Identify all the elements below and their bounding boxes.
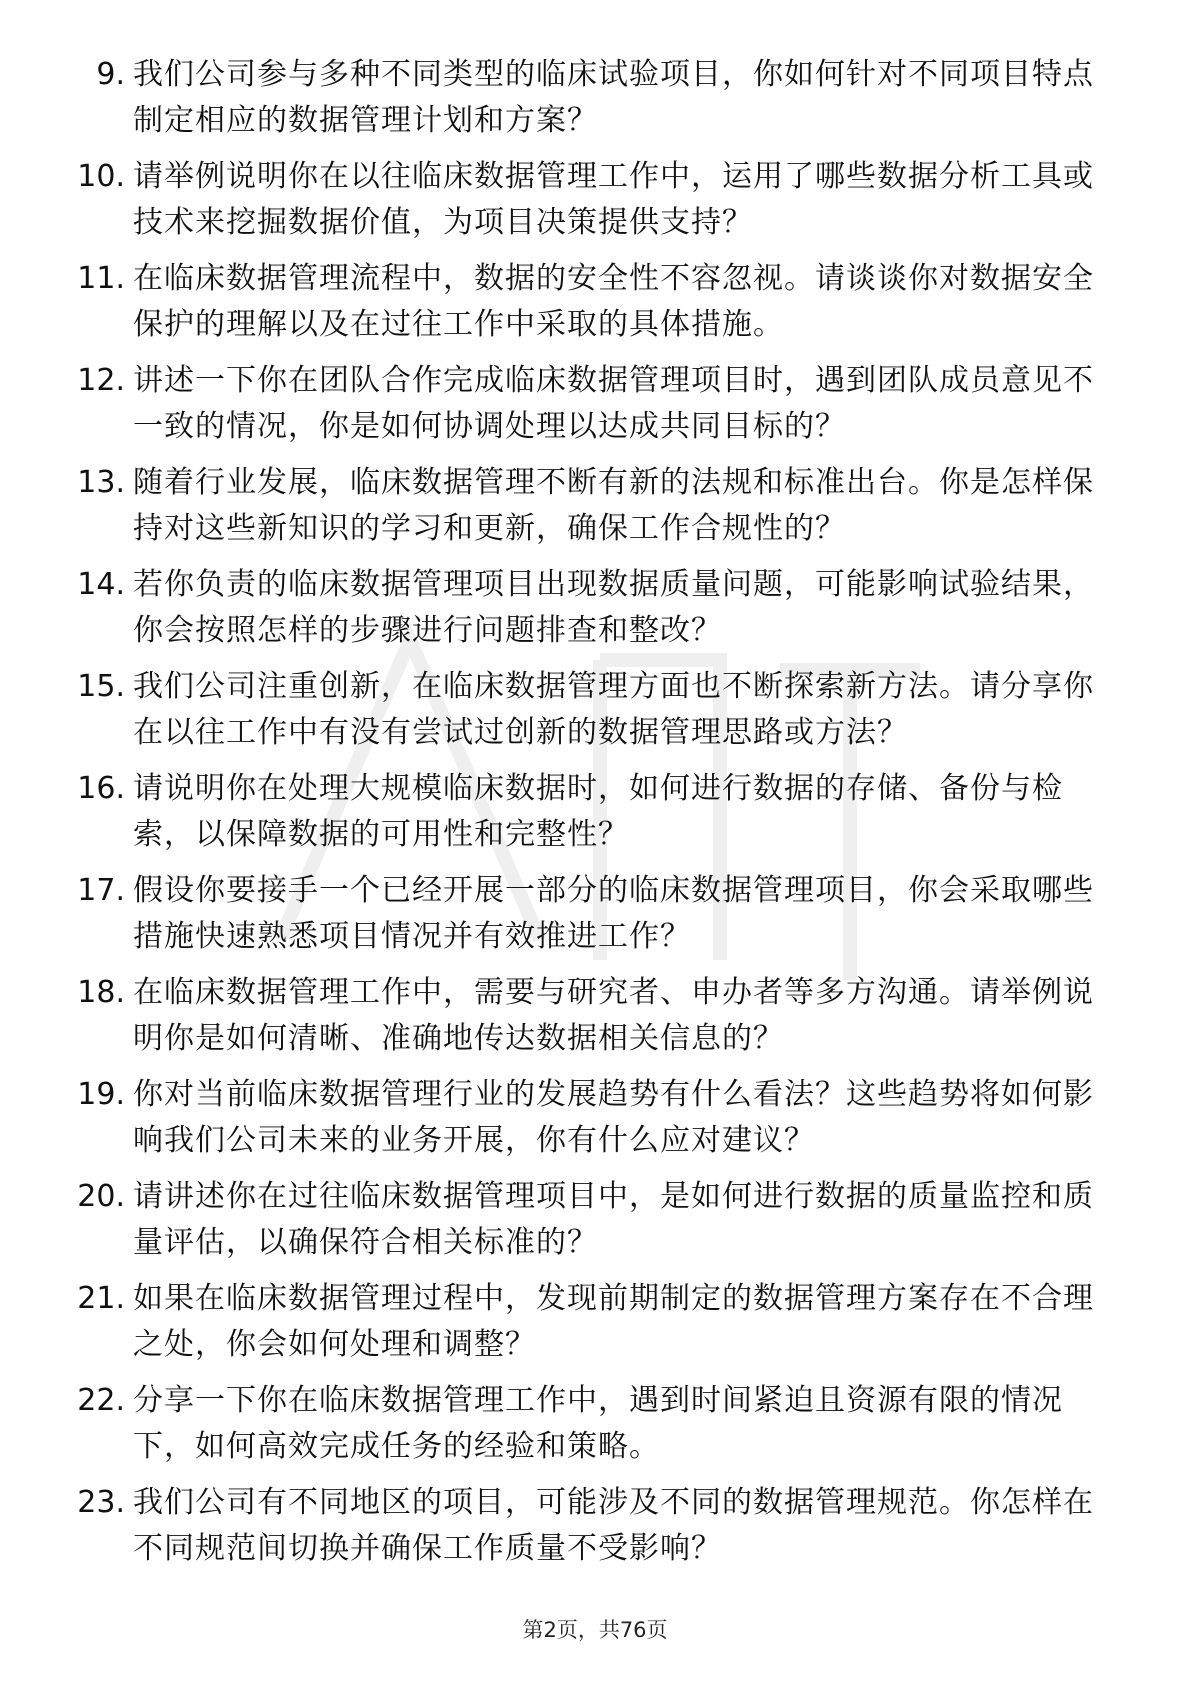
question-number: 18. — [77, 975, 125, 1010]
question-item-10 — [56, 154, 1116, 256]
question-item-14 — [56, 562, 1116, 664]
question-item-15 — [56, 664, 1116, 766]
question-text: 请讲述你在过往临床数据管理项目中，是如何进行数据的质量监控和质量评估，以确保符合相关标准的？ — [133, 1179, 1094, 1260]
question-number: 14. — [77, 567, 125, 602]
question-item-20 — [56, 1174, 1116, 1276]
question-text: 我们公司参与多种不同类型的临床试验项目，你如何针对不同项目特点制定相应的数据管理计划和方案？ — [133, 57, 1094, 138]
question-number: 21. — [77, 1281, 125, 1316]
question-text: 分享一下你在临床数据管理工作中，遇到时间紧迫且资源有限的情况下，如何高效完成任务的经验和策略。 — [133, 1383, 1063, 1464]
question-number: 19. — [77, 1077, 125, 1112]
question-text: 随着行业发展，临床数据管理不断有新的法规和标准出台。你是怎样保持对这些新知识的学习和更新，确保工作合规性的？ — [133, 465, 1094, 546]
question-item-22 — [56, 1378, 1116, 1480]
question-text: 我们公司有不同地区的项目，可能涉及不同的数据管理规范。你怎样在不同规范间切换并确保工作质量不受影响？ — [133, 1485, 1094, 1566]
question-number: 12. — [77, 363, 125, 398]
question-number: 22. — [77, 1383, 125, 1418]
question-item-16 — [56, 766, 1116, 868]
question-item-9 — [56, 52, 1116, 154]
question-item-17 — [56, 868, 1116, 970]
question-text: 在临床数据管理流程中，数据的安全性不容忽视。请谈谈你对数据安全保护的理解以及在过往工作中采取的具体措施。 — [133, 261, 1094, 342]
question-number: 17. — [77, 873, 125, 908]
question-text: 如果在临床数据管理过程中，发现前期制定的数据管理方案存在不合理之处，你会如何处理和调整？ — [133, 1281, 1094, 1362]
question-text: 在临床数据管理工作中，需要与研究者、申办者等多方沟通。请举例说明你是如何清晰、准确地传达数据相关信息的？ — [133, 975, 1094, 1056]
question-number: 15. — [77, 669, 125, 704]
question-number: 10. — [77, 159, 125, 194]
question-item-11 — [56, 256, 1116, 358]
question-text: 请举例说明你在以往临床数据管理工作中，运用了哪些数据分析工具或技术来挖掘数据价值，为项目决策提供支持？ — [133, 159, 1094, 240]
question-text: 我们公司注重创新，在临床数据管理方面也不断探索新方法。请分享你在以往工作中有没有尝试过创新的数据管理思路或方法？ — [133, 669, 1094, 750]
page-footer — [0, 1616, 1190, 1644]
question-item-18 — [56, 970, 1116, 1072]
question-item-19 — [56, 1072, 1116, 1174]
question-item-21 — [56, 1276, 1116, 1378]
question-item-12 — [56, 358, 1116, 460]
question-text: 若你负责的临床数据管理项目出现数据质量问题，可能影响试验结果，你会按照怎样的步骤进行问题排查和整改？ — [133, 567, 1094, 648]
question-text: 假设你要接手一个已经开展一部分的临床数据管理项目，你会采取哪些措施快速熟悉项目情况并有效推进工作？ — [133, 873, 1094, 954]
question-text: 请说明你在处理大规模临床数据时，如何进行数据的存储、备份与检索，以保障数据的可用性和完整性？ — [133, 771, 1063, 852]
question-number: 9. — [96, 57, 125, 92]
question-item-23 — [56, 1480, 1116, 1582]
page-number-label: 第2页，共76页 — [522, 1618, 668, 1642]
question-number: 23. — [77, 1485, 125, 1520]
question-text: 你对当前临床数据管理行业的发展趋势有什么看法？这些趋势将如何影响我们公司未来的业务开展，你有什么应对建议？ — [133, 1077, 1094, 1158]
question-item-13 — [56, 460, 1116, 562]
question-number: 13. — [77, 465, 125, 500]
question-list — [56, 52, 1116, 1582]
question-number: 20. — [77, 1179, 125, 1214]
question-text: 讲述一下你在团队合作完成临床数据管理项目时，遇到团队成员意见不一致的情况，你是如何协调处理以达成共同目标的？ — [133, 363, 1094, 444]
question-number: 16. — [77, 771, 125, 806]
question-number: 11. — [77, 261, 125, 296]
